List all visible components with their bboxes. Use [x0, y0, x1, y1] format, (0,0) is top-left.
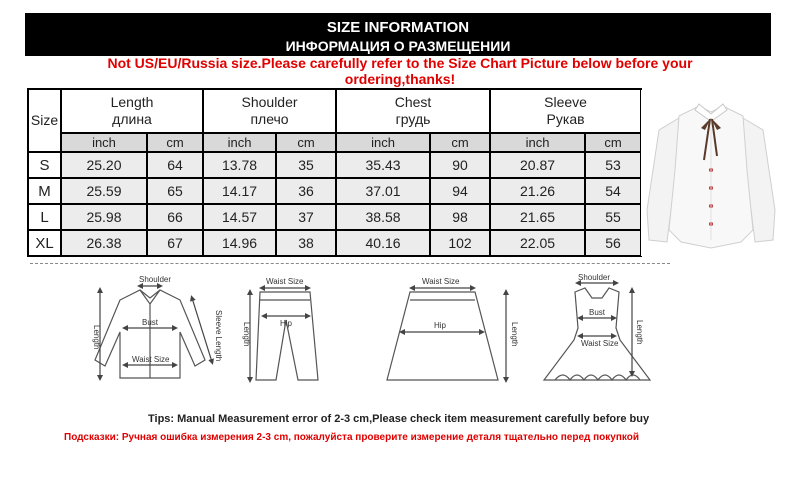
table-row	[28, 152, 641, 178]
pants-waist-label: Waist Size	[266, 277, 304, 286]
measurement-diagrams	[80, 270, 644, 410]
dress-diagram	[544, 283, 650, 380]
value-cell: 98	[430, 204, 490, 230]
value-cell: 53	[585, 152, 641, 178]
divider	[30, 263, 670, 264]
pants-diagram	[250, 288, 318, 380]
shirt-sleeve-label: Sleeve Length	[214, 310, 223, 362]
length-header: Length длина	[61, 89, 203, 133]
value-cell: 64	[147, 152, 203, 178]
unit-cm: cm	[585, 133, 641, 152]
size-cell: XL	[28, 230, 61, 256]
value-cell: 22.05	[490, 230, 585, 256]
value-cell: 54	[585, 178, 641, 204]
unit-inch: inch	[61, 133, 147, 152]
banner-title: SIZE INFORMATION	[326, 19, 470, 36]
size-cell: S	[28, 152, 61, 178]
value-cell: 66	[147, 204, 203, 230]
table-row	[28, 178, 641, 204]
dress-bust-label: Bust	[589, 308, 606, 317]
unit-cm: cm	[276, 133, 336, 152]
value-cell: 67	[147, 230, 203, 256]
shirt-diagram	[95, 286, 212, 378]
value-cell: 25.59	[61, 178, 147, 204]
value-cell: 13.78	[203, 152, 276, 178]
value-cell: 14.96	[203, 230, 276, 256]
dress-waist-label: Waist Size	[581, 339, 619, 348]
skirt-diagram	[387, 288, 506, 380]
value-cell: 14.17	[203, 178, 276, 204]
unit-row	[28, 133, 641, 152]
size-table	[27, 88, 642, 257]
value-cell: 21.26	[490, 178, 585, 204]
chest-header: Chest грудь	[336, 89, 490, 133]
skirt-waist-label: Waist Size	[422, 277, 460, 286]
dress-length-label: Length	[635, 320, 644, 345]
tips-text: Tips: Manual Measurement error of 2-3 cm,Please check item measurement carefully before buy	[148, 413, 650, 425]
size-cell: L	[28, 204, 61, 230]
pants-length-label: Length	[242, 322, 251, 347]
value-cell: 37	[276, 204, 336, 230]
product-photo	[641, 90, 781, 256]
value-cell: 38	[276, 230, 336, 256]
value-cell: 35	[276, 152, 336, 178]
value-cell: 90	[430, 152, 490, 178]
value-cell: 56	[585, 230, 641, 256]
value-cell: 94	[430, 178, 490, 204]
value-cell: 14.57	[203, 204, 276, 230]
unit-cm: cm	[430, 133, 490, 152]
skirt-hip-label: Hip	[434, 321, 447, 330]
shoulder-header: Shoulder плечо	[203, 89, 336, 133]
table-row	[28, 230, 641, 256]
value-cell: 36	[276, 178, 336, 204]
banner-title-ru: ИНФОРМАЦИЯ О РАЗМЕЩЕНИИ	[285, 38, 511, 54]
value-cell: 55	[585, 204, 641, 230]
value-cell: 35.43	[336, 152, 430, 178]
shirt-length-label: Length	[92, 325, 101, 350]
notice-line-1: Not US/EU/Russia size.Please carefully refer to the Size Chart Picture below before your	[107, 55, 693, 71]
shirt-shoulder-label: Shoulder	[139, 275, 172, 284]
shirt-bust-label: Bust	[142, 318, 159, 327]
sleeve-header: Sleeve Рукав	[490, 89, 641, 133]
notice-line-2: ordering,thanks!	[344, 71, 456, 87]
size-info-banner	[25, 13, 771, 56]
value-cell: 40.16	[336, 230, 430, 256]
pants-hip-label: Hip	[280, 319, 293, 328]
unit-inch: inch	[336, 133, 430, 152]
blouse-illustration	[647, 104, 775, 248]
value-cell: 25.20	[61, 152, 147, 178]
value-cell: 26.38	[61, 230, 147, 256]
value-cell: 21.65	[490, 204, 585, 230]
shirt-waist-label: Waist Size	[132, 355, 170, 364]
value-cell: 102	[430, 230, 490, 256]
value-cell: 38.58	[336, 204, 430, 230]
skirt-length-label: Length	[510, 322, 519, 347]
dress-shoulder-label: Shoulder	[578, 273, 611, 282]
unit-cm: cm	[147, 133, 203, 152]
value-cell: 25.98	[61, 204, 147, 230]
tips-text-ru: Подсказки: Ручная ошибка измерения 2-3 cm, пожалуйста проверите измерение деталя тщательно перед покупкой	[64, 432, 640, 443]
size-cell: M	[28, 178, 61, 204]
value-cell: 37.01	[336, 178, 430, 204]
table-row	[28, 204, 641, 230]
size-header: Size	[28, 89, 61, 152]
value-cell: 65	[147, 178, 203, 204]
unit-inch: inch	[203, 133, 276, 152]
unit-inch: inch	[490, 133, 585, 152]
table-header-row	[28, 89, 641, 133]
value-cell: 20.87	[490, 152, 585, 178]
